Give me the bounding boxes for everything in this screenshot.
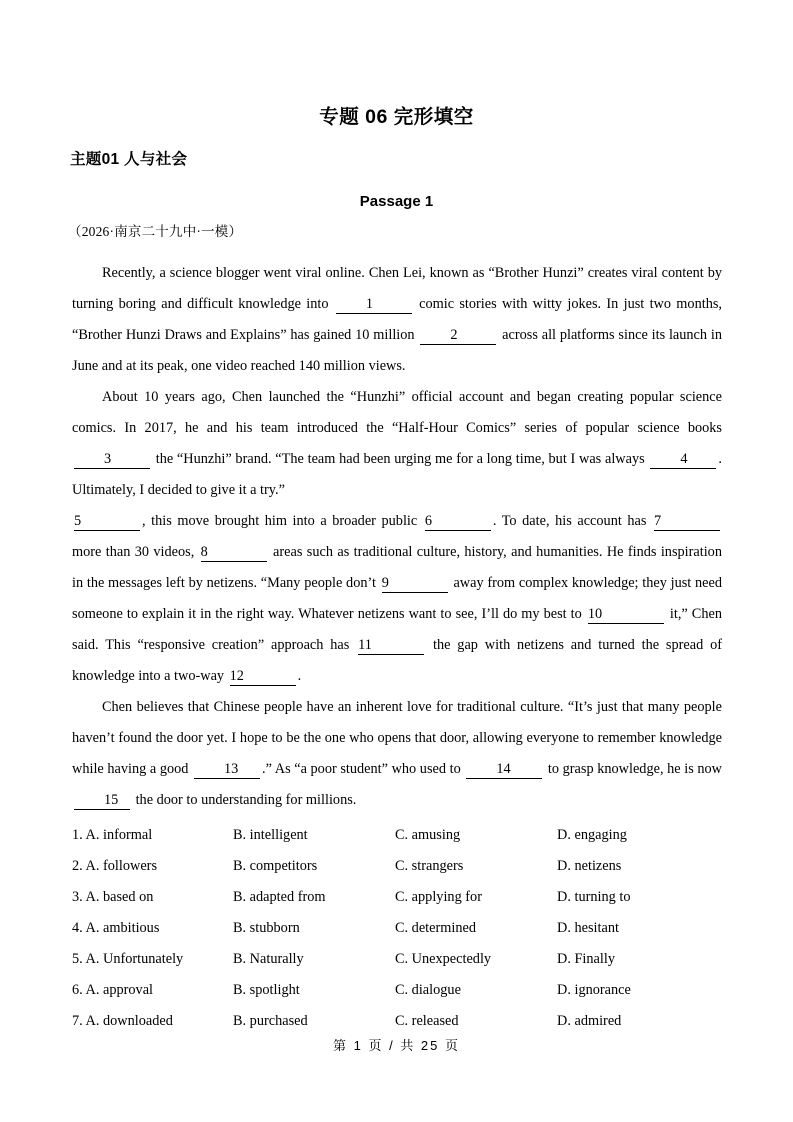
passage-text: the “Hunzhi” brand. “The team had been urging me for a long time, but I was always: [152, 451, 649, 467]
option-c-label: C. determined: [395, 920, 476, 936]
answer-blank-1[interactable]: 1: [336, 296, 412, 314]
option-d[interactable]: [557, 820, 627, 851]
answer-blank-15[interactable]: 15: [74, 792, 130, 810]
question-number: 7.: [72, 1013, 83, 1029]
option-d[interactable]: [557, 913, 619, 944]
question-number: 4.: [72, 920, 83, 936]
passage-paragraph: [72, 692, 722, 816]
passage-paragraph: [72, 382, 722, 506]
passage-text: the door to understanding for millions.: [132, 792, 357, 808]
page-footer: 第 1 页 / 共 25 页: [333, 1038, 460, 1053]
question-row: [72, 1006, 732, 1037]
passage-text: across all platforms since its launch in June and at its peak, one video reached 140 million views.: [72, 327, 722, 374]
question-number: 1.: [72, 827, 83, 843]
option-b[interactable]: [233, 975, 300, 1006]
passage-text: Chen believes that Chinese people have an inherent love for traditional culture. “It’s just that many people haven’t found the door yet. I hope to be the one who opens that door, allowing everyone to remember knowledge while having a good: [72, 699, 722, 777]
option-c-label: C. Unexpectedly: [395, 951, 492, 967]
option-c-label: C. dialogue: [395, 982, 461, 998]
answer-blank-2[interactable]: 2: [420, 327, 496, 345]
passage-paragraph: [72, 258, 722, 382]
option-a-label: A. Unfortunately: [85, 951, 184, 967]
option-d[interactable]: [557, 1006, 621, 1037]
option-c[interactable]: [395, 851, 463, 882]
option-a-label: A. approval: [85, 982, 154, 998]
answer-blank-3[interactable]: 3: [74, 451, 150, 469]
option-c-label: C. amusing: [395, 827, 461, 843]
passage-text: more than 30 videos,: [72, 544, 199, 560]
option-a[interactable]: [72, 913, 159, 944]
option-c[interactable]: [395, 944, 491, 975]
question-row: [72, 944, 732, 975]
option-d[interactable]: [557, 944, 615, 975]
option-d-label: D. netizens: [557, 858, 622, 874]
option-a-label: A. followers: [85, 858, 158, 874]
answer-blank-5[interactable]: 5: [74, 513, 140, 531]
option-c[interactable]: [395, 882, 482, 913]
question-number: 3.: [72, 889, 83, 905]
option-b-label: B. spotlight: [233, 982, 300, 998]
option-d-label: D. engaging: [557, 827, 627, 843]
option-a-label: A. based on: [85, 889, 154, 905]
option-b-label: B. stubborn: [233, 920, 300, 936]
question-number: 6.: [72, 982, 83, 998]
answer-blank-14[interactable]: 14: [466, 761, 542, 779]
passage-text: it,” Chen said. This “responsive creation” approach has: [72, 606, 722, 653]
option-a[interactable]: [72, 882, 153, 913]
option-c[interactable]: [395, 1006, 459, 1037]
answer-blank-8[interactable]: 8: [201, 544, 267, 562]
passage-text: comic stories with witty jokes. In just two months, “Brother Hunzi Draws and Explains” has gained 10 million: [72, 296, 722, 343]
question-row: [72, 975, 732, 1006]
section-title: 主题01 人与社会: [70, 151, 188, 168]
option-b-label: B. Naturally: [233, 951, 304, 967]
option-a[interactable]: [72, 820, 152, 851]
question-number: 5.: [72, 951, 83, 967]
option-b-label: B. adapted from: [233, 889, 326, 905]
answer-blank-4[interactable]: 4: [650, 451, 716, 469]
question-row: [72, 882, 732, 913]
option-d[interactable]: [557, 882, 630, 913]
options-list: [72, 820, 732, 1037]
option-b[interactable]: [233, 851, 317, 882]
passage-text: About 10 years ago, Chen launched the “Hunzhi” official account and began creating popular science comics. In 2017, he and his team introduced the “Half-Hour Comics” series of popular science books: [72, 389, 722, 436]
passage-text: . To date, his account has: [492, 513, 653, 529]
question-row: [72, 851, 732, 882]
option-b-label: B. competitors: [233, 858, 318, 874]
passage-text: , this move brought him into a broader public: [142, 513, 423, 529]
option-d[interactable]: [557, 851, 621, 882]
option-b[interactable]: [233, 913, 300, 944]
option-c[interactable]: [395, 913, 476, 944]
option-b[interactable]: [233, 882, 326, 913]
question-number: 2.: [72, 858, 83, 874]
passage-text: the gap with netizens and turned the spread of knowledge into a two-way: [72, 637, 722, 684]
answer-blank-13[interactable]: 13: [194, 761, 260, 779]
option-d-label: D. admired: [557, 1013, 622, 1029]
answer-blank-7[interactable]: 7: [654, 513, 720, 531]
option-a-label: A. ambitious: [85, 920, 160, 936]
option-b[interactable]: [233, 944, 304, 975]
option-c-label: C. strangers: [395, 858, 464, 874]
passage-text: . Ultimately, I decided to give it a try.”: [72, 451, 722, 498]
passage-text: to grasp knowledge, he is now: [544, 761, 722, 777]
option-c-label: C. released: [395, 1013, 459, 1029]
option-c[interactable]: [395, 975, 461, 1006]
option-b-label: B. purchased: [233, 1013, 308, 1029]
option-d-label: D. Finally: [557, 951, 615, 967]
answer-blank-12[interactable]: 12: [230, 668, 296, 686]
option-c[interactable]: [395, 820, 460, 851]
question-row: [72, 913, 732, 944]
passage-text: .” As “a poor student” who used to: [262, 761, 465, 777]
passage-paragraph: [72, 506, 722, 692]
option-d[interactable]: [557, 975, 631, 1006]
option-b-label: B. intelligent: [233, 827, 308, 843]
option-d-label: D. turning to: [557, 889, 631, 905]
passage-text: areas such as traditional culture, history, and humanities. He finds inspiration in the messages left by netizens. “Many people don’t: [72, 544, 722, 591]
passage-title: Passage 1: [359, 193, 434, 210]
option-a-label: A. downloaded: [85, 1013, 173, 1029]
option-a-label: A. informal: [85, 827, 153, 843]
question-row: [72, 820, 732, 851]
page-title: 专题 06 完形填空: [319, 106, 474, 128]
option-a[interactable]: [72, 851, 157, 882]
option-d-label: D. hesitant: [557, 920, 619, 936]
source-attribution: （2026·南京二十九中·一模）: [68, 224, 243, 239]
answer-blank-11[interactable]: 11: [358, 637, 424, 655]
option-b[interactable]: [233, 820, 308, 851]
passage-text: Recently, a science blogger went viral online. Chen Lei, known as “Brother Hunzi” creates viral content by turning boring and difficult knowledge into: [72, 265, 722, 312]
answer-blank-9[interactable]: 9: [382, 575, 448, 593]
option-a[interactable]: [72, 1006, 173, 1037]
option-c-label: C. applying for: [395, 889, 482, 905]
option-a[interactable]: [72, 944, 183, 975]
answer-blank-10[interactable]: 10: [588, 606, 664, 624]
option-b[interactable]: [233, 1006, 308, 1037]
passage-text: away from complex knowledge; they just need someone to explain it in the right way. Whatever netizens want to see, I’ll do my best to: [72, 575, 722, 622]
option-d-label: D. ignorance: [557, 982, 631, 998]
answer-blank-6[interactable]: 6: [425, 513, 491, 531]
passage-text: .: [297, 668, 302, 684]
option-a[interactable]: [72, 975, 153, 1006]
passage-body: [72, 258, 722, 816]
